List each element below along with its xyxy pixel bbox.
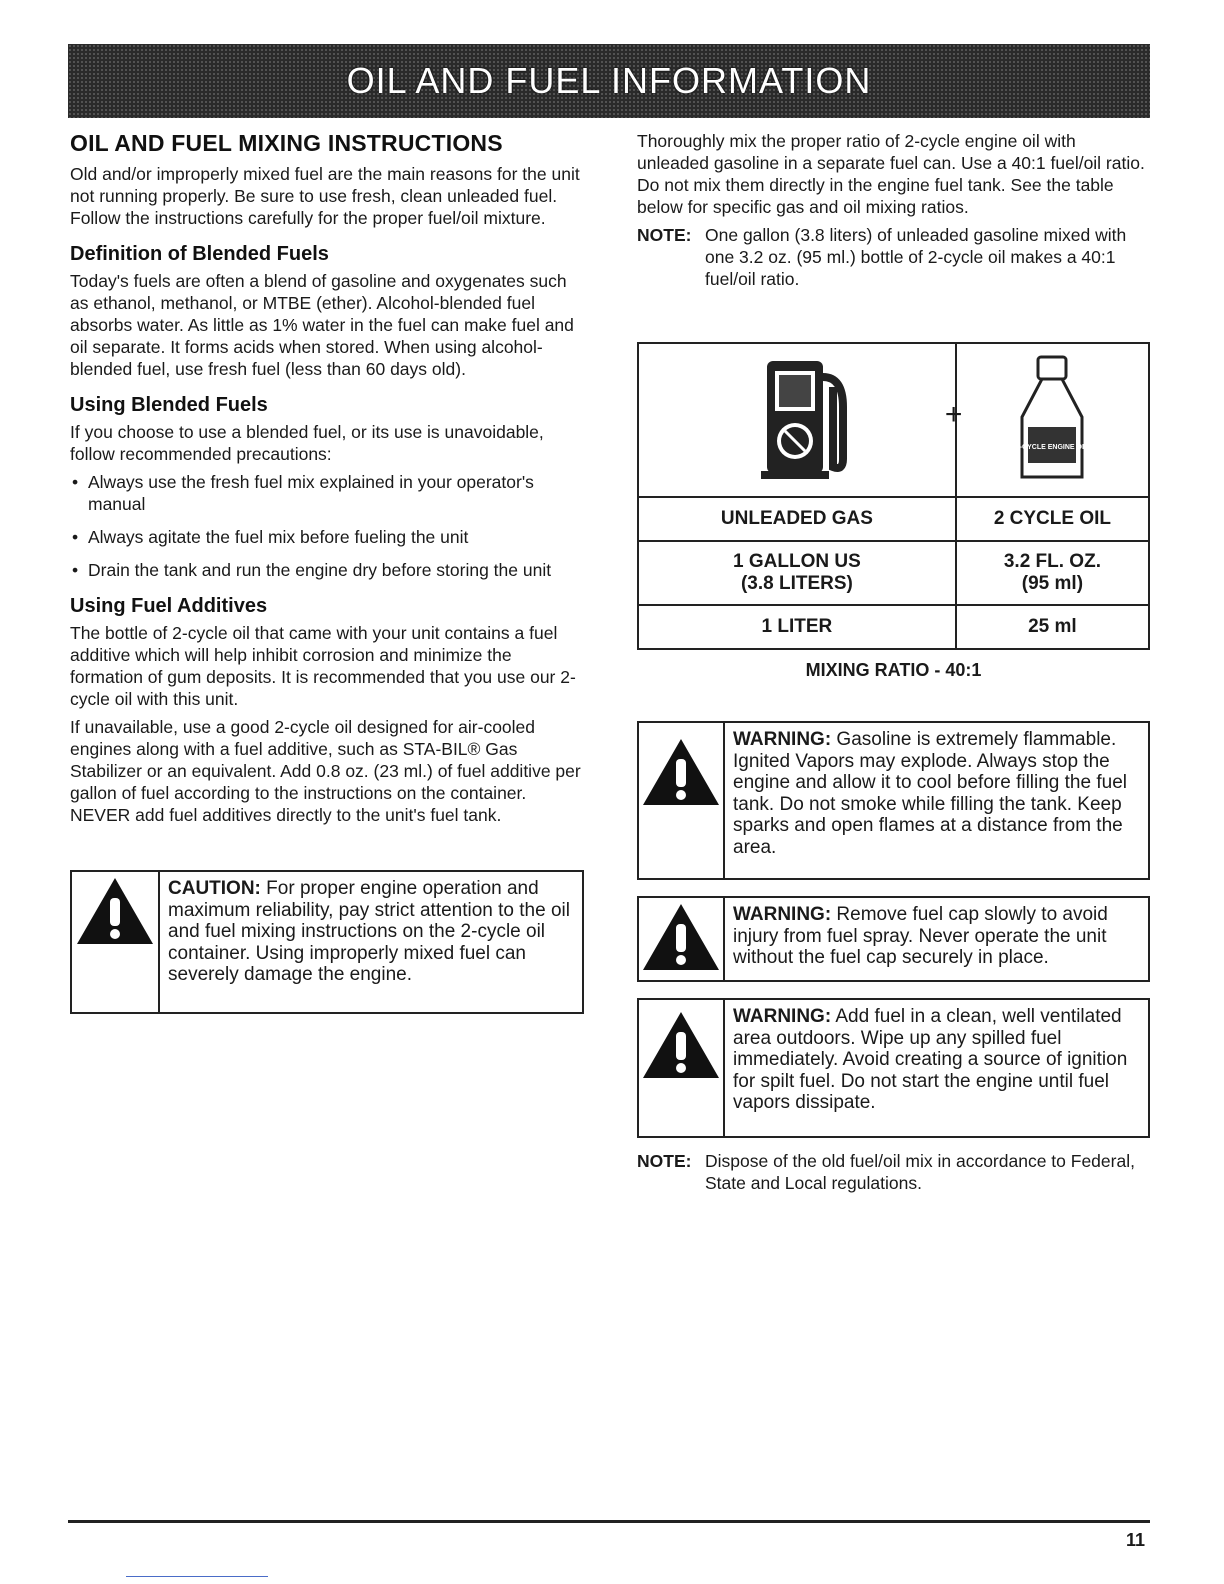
note-disposal: NOTE: Dispose of the old fuel/oil mix in accordance to Federal, State and Local regulations. (637, 1151, 1135, 1193)
fuel-additives-text-1: The bottle of 2-cycle oil that came with your unit contains a fuel additive which will help inhibit corrosion and minimize the formation of gum deposits. It is recommended that you use our 2-cycle oil with this unit. (70, 623, 576, 709)
footer-divider (68, 1520, 1150, 1523)
warning-triangle-icon (639, 723, 725, 878)
plus-icon: + (944, 398, 963, 431)
caution-text: CAUTION: For proper engine operation and maximum reliability, pay strict attention to the oil and fuel mixing instructions on the 2-cycle oil container. Using improperly mixed fuel can severely damage the engine. (168, 878, 570, 985)
mixing-ratio-table (637, 342, 1150, 650)
svg-text:2-CYCLE ENGINE OIL: 2-CYCLE ENGINE OIL (1016, 444, 1089, 451)
mixing-instructions-heading: OIL AND FUEL MIXING INSTRUCTIONS (70, 130, 503, 156)
fuel-pump-icon (638, 343, 956, 497)
warning-text-3: WARNING: Add fuel in a clean, well ventilated area outdoors. Wipe up any spilled fuel immediately. Avoid creating a source of ignition for spilt fuel. Do not start the engine until fuel vapors dissipate. (733, 1006, 1128, 1113)
list-item: • Always use the fresh fuel mix explained in your operator's manual (72, 472, 534, 514)
list-item: • Drain the tank and run the engine dry before storing the unit (72, 560, 552, 580)
note-ratio: NOTE: One gallon (3.8 liters) of unleaded gasoline mixed with one 3.2 oz. (95 ml.) bottle of 2-cycle oil makes a 40:1 fuel/oil ratio. (637, 225, 1127, 289)
warning-triangle-icon (639, 898, 725, 980)
blended-fuels-definition-text: Today's fuels are often a blend of gasoline and oxygenates such as ethanol, methanol, or MTBE (ether). Alcohol-blended fuel absorbs water. As little as 1% water in the fuel can make fuel and oil separate. It forms acids when stored. When using alcohol-blended fuel, use fresh fuel (less than 60 days old). (70, 271, 574, 379)
using-blended-fuels-heading: Using Blended Fuels (70, 394, 268, 416)
using-blended-fuels-text: If you choose to use a blended fuel, or its use is unavoidable, follow recommended precautions: (70, 422, 544, 464)
warning-triangle-icon (72, 872, 160, 1012)
table-cell: 25 ml (956, 605, 1149, 649)
fuel-additives-heading: Using Fuel Additives (70, 595, 268, 617)
right-column (637, 130, 1149, 1194)
warning-box-2 (637, 896, 1150, 982)
banner-title: OIL AND FUEL INFORMATION (346, 60, 872, 101)
left-column (70, 130, 585, 1014)
warning-box-1 (637, 721, 1150, 880)
fuel-additives-text-2: If unavailable, use a good 2-cycle oil designed for air-cooled engines along with a fuel additive, such as STA-BIL® Gas Stabilizer or an equivalent. Add 0.8 oz. (23 ml.) of fuel additive per gallon of fuel according to the instructions on the container. NEVER add fuel additives directly to the unit's fuel tank. (70, 717, 581, 825)
warning-text-1: WARNING: Gasoline is extremely flammable. Ignited Vapors may explode. Always stop the engine and allow it to cool before filling the fuel tank. Do not smoke while filling the tank. Keep sparks and open flames at a distance from the area. (733, 729, 1127, 858)
section-banner (68, 44, 1150, 118)
warning-triangle-icon (639, 1000, 725, 1136)
mixing-ratio-intro: Thoroughly mix the proper ratio of 2-cycle engine oil with unleaded gasoline in a separate fuel can. Use a 40:1 fuel/oil ratio. Do not mix them directly in the engine fuel tank. See the table below for specific gas and oil mixing ratios. (637, 131, 1145, 217)
oil-bottle-icon (944, 343, 1149, 497)
warning-text-2: WARNING: Remove fuel cap slowly to avoid injury from fuel spray. Never operate the unit without the fuel cap securely in place. (733, 904, 1108, 968)
warning-box-3 (637, 998, 1150, 1138)
precautions-list (70, 471, 585, 581)
list-item: • Always agitate the fuel mix before fueling the unit (72, 527, 469, 547)
mixing-intro-text: Old and/or improperly mixed fuel are the main reasons for the unit not running properly. Be sure to use fresh, clean unleaded fuel. Follow the instructions carefully for the proper fuel/oil mixture. (70, 164, 580, 228)
blue-underline (126, 1576, 268, 1577)
table-cell: 3.2 FL. OZ. (95 ml) (956, 541, 1149, 605)
blended-fuels-definition-heading: Definition of Blended Fuels (70, 243, 329, 265)
table-cell: 1 LITER (638, 605, 956, 649)
page-number: 11 (1126, 1530, 1146, 1550)
table-header-oil: 2 CYCLE OIL (956, 497, 1149, 541)
mixing-ratio-label: MIXING RATIO - 40:1 (805, 660, 982, 680)
caution-box (70, 870, 584, 1014)
table-header-gas: UNLEADED GAS (638, 497, 956, 541)
table-cell: 1 GALLON US (3.8 LITERS) (638, 541, 956, 605)
